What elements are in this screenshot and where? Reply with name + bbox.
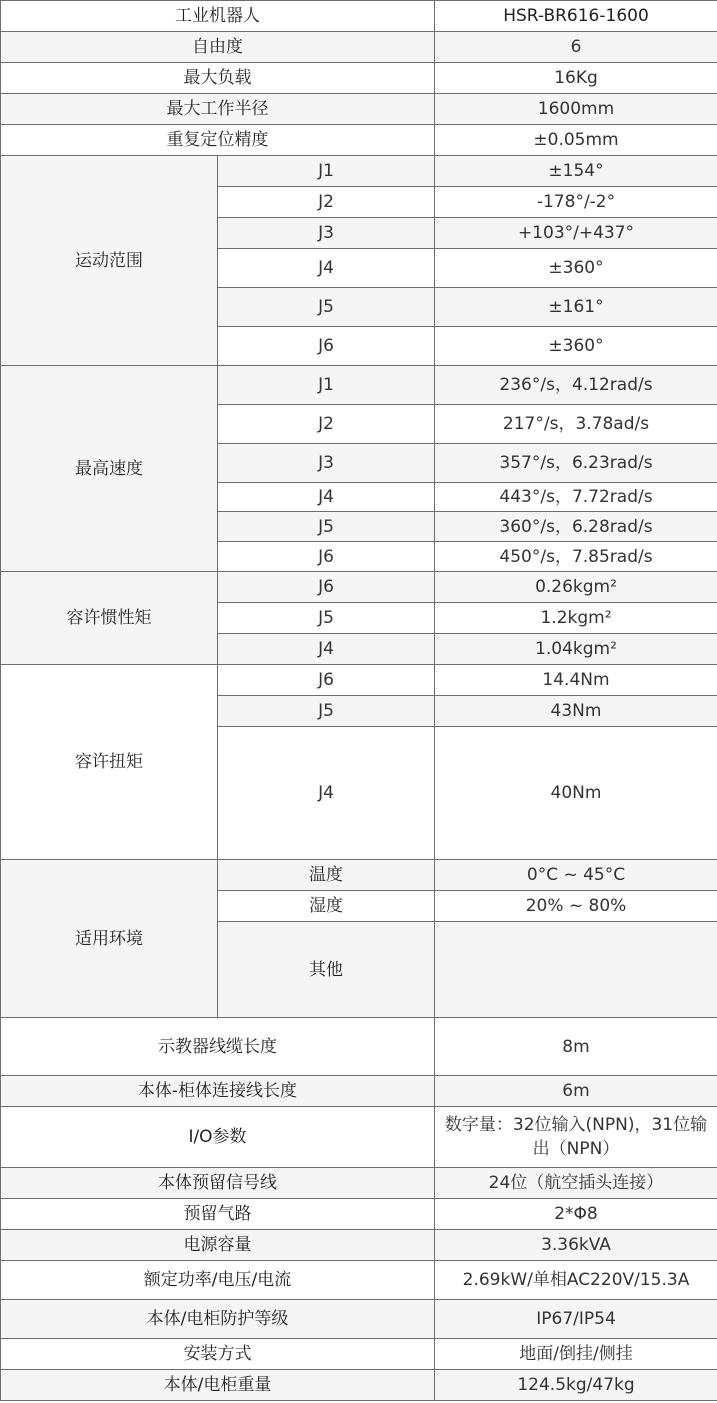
axis-value: 1.2kgm² [435,603,717,634]
spec-row [1,1300,717,1339]
axis-value: 357°/s，6.23rad/s [435,444,717,483]
spec-value: 124.5kg/47kg [435,1370,717,1401]
axis-label: J6 [218,327,435,366]
axis-value: 43Nm [435,696,717,727]
torque-row [1,665,717,696]
axis-label: J5 [218,288,435,327]
spec-row [1,1261,717,1300]
axis-value: ±360° [435,249,717,288]
spec-value: ±0.05mm [435,125,717,156]
header-model: HSR-BR616-1600 [435,1,717,32]
axis-value: 236°/s，4.12rad/s [435,366,717,405]
spec-row [1,1230,717,1261]
max-speed-row [1,366,717,405]
motion-range-label: 运动范围 [1,156,218,366]
axis-value: ±154° [435,156,717,187]
axis-label: J1 [218,156,435,187]
spec-row [1,1339,717,1370]
spec-label: 预留气路 [1,1199,435,1230]
environment-label: 适用环境 [1,860,218,1018]
axis-label: J5 [218,603,435,634]
spec-label: 自由度 [1,32,435,63]
axis-value: +103°/+437° [435,218,717,249]
max-speed-label: 最高速度 [1,366,218,572]
env-value: 20% ~ 80% [435,891,717,922]
spec-label: 重复定位精度 [1,125,435,156]
spec-value: 6 [435,32,717,63]
spec-value: 地面/倒挂/侧挂 [435,1339,717,1370]
header-row [1,1,717,32]
spec-label: 安装方式 [1,1339,435,1370]
axis-label: J4 [218,634,435,665]
axis-label: J4 [218,249,435,288]
spec-label: 本体-柜体连接线长度 [1,1076,435,1107]
spec-label: 最大负载 [1,63,435,94]
spec-value: 3.36kVA [435,1230,717,1261]
axis-label: J2 [218,187,435,218]
axis-value: 1.04kgm² [435,634,717,665]
axis-value: ±360° [435,327,717,366]
spec-value: 16Kg [435,63,717,94]
spec-label: 本体/电柜重量 [1,1370,435,1401]
spec-row [1,1168,717,1199]
spec-value: 24位（航空插头连接） [435,1168,717,1199]
env-label: 湿度 [218,891,435,922]
axis-value: 450°/s，7.85rad/s [435,542,717,572]
axis-label: J4 [218,727,435,860]
header-label: 工业机器人 [1,1,435,32]
env-value [435,922,717,1018]
axis-value: 217°/s，3.78ad/s [435,405,717,444]
spec-row [1,32,717,63]
axis-label: J1 [218,366,435,405]
spec-row [1,1370,717,1401]
spec-row [1,1199,717,1230]
spec-value: 6m [435,1076,717,1107]
axis-label: J6 [218,665,435,696]
motion-range-row [1,156,717,187]
spec-row [1,1018,717,1076]
spec-label: 最大工作半径 [1,94,435,125]
spec-label: 额定功率/电压/电流 [1,1261,435,1300]
spec-value: 2.69kW/单相AC220V/15.3A [435,1261,717,1300]
axis-label: J3 [218,218,435,249]
spec-value: 2*Φ8 [435,1199,717,1230]
spec-label: 本体预留信号线 [1,1168,435,1199]
spec-row [1,1076,717,1107]
torque-label: 容许扭矩 [1,665,218,860]
axis-value: 0.26kgm² [435,572,717,603]
spec-label: 本体/电柜防护等级 [1,1300,435,1339]
spec-value: 数字量：32位输入(NPN)，31位输出（NPN） [435,1107,717,1168]
axis-label: J6 [218,572,435,603]
spec-row [1,125,717,156]
axis-label: J5 [218,512,435,542]
axis-label: J4 [218,483,435,512]
spec-row [1,94,717,125]
spec-label: 电源容量 [1,1230,435,1261]
spec-value: 8m [435,1018,717,1076]
axis-label: J5 [218,696,435,727]
axis-label: J2 [218,405,435,444]
axis-value: -178°/-2° [435,187,717,218]
spec-row [1,63,717,94]
axis-value: 40Nm [435,727,717,860]
spec-row [1,1107,717,1168]
inertia-label: 容许惯性矩 [1,572,218,665]
axis-value: 443°/s，7.72rad/s [435,483,717,512]
spec-label: 示教器线缆长度 [1,1018,435,1076]
axis-label: J6 [218,542,435,572]
spec-value: 1600mm [435,94,717,125]
env-value: 0°C ~ 45°C [435,860,717,891]
spec-value: IP67/IP54 [435,1300,717,1339]
inertia-row [1,572,717,603]
axis-value: ±161° [435,288,717,327]
axis-value: 14.4Nm [435,665,717,696]
spec-label: I/O参数 [1,1107,435,1168]
env-label: 温度 [218,860,435,891]
env-label: 其他 [218,922,435,1018]
axis-label: J3 [218,444,435,483]
environment-row [1,860,717,891]
axis-value: 360°/s，6.28rad/s [435,512,717,542]
